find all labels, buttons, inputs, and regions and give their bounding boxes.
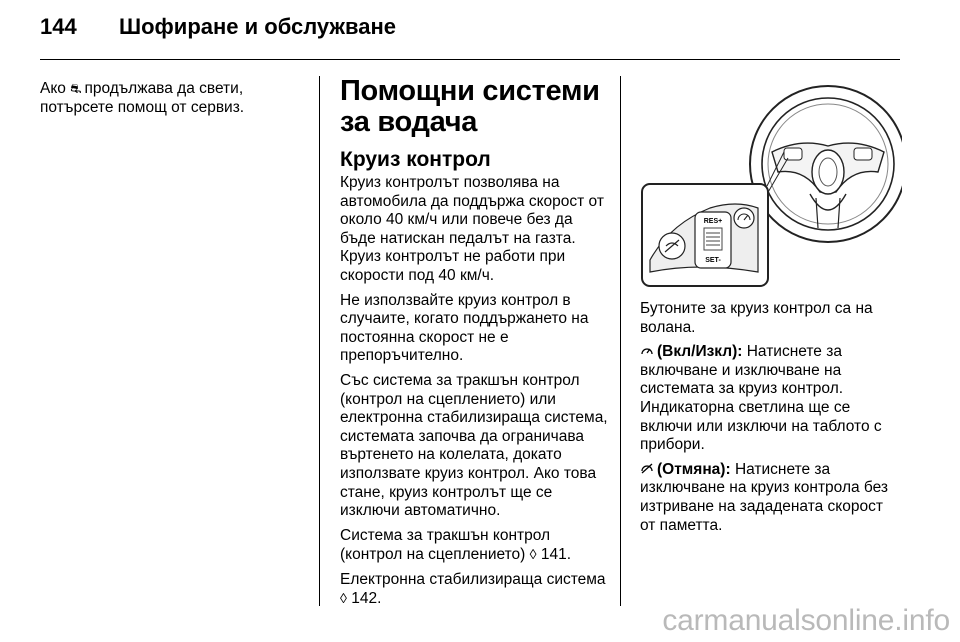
column-divider-2: [620, 76, 621, 606]
on-off-description: (Вкл/Изкл): Натиснете за включване и изключване на системата за круиз контрол. Индикаторна светлина ще се включи или изключи на таблото с прибори.: [640, 343, 882, 454]
steering-wheel-illustration: [640, 76, 902, 294]
paragraph-ref-stability: Електронна стабилизираща система ◊ 142.: [340, 570, 606, 608]
column-2: [340, 76, 612, 615]
figure-caption: Бутоните за круиз контрол са на волана.: [640, 300, 873, 336]
watermark: carmanualsonline.info: [662, 604, 950, 637]
set-label: SET-: [705, 257, 721, 264]
page-ref-link[interactable]: 141.: [540, 546, 572, 564]
cruise-on-off-icon: [640, 343, 654, 362]
cruise-buttons-inset: [642, 184, 768, 286]
cruise-cancel-icon: [640, 461, 654, 480]
steering-wheel: [750, 86, 902, 242]
chapter-title: Шофиране и обслужване: [119, 14, 397, 39]
paragraph-warning: Не използвайте круиз контрол в случаите, когато поддържането на постоянна скорост не е препоръчително.: [340, 291, 589, 365]
on-off-button[interactable]: [734, 208, 754, 228]
page-ref-icon: ◊: [340, 590, 347, 607]
subsection-heading: Круиз контрол: [340, 148, 491, 171]
page-ref-link[interactable]: 142.: [351, 590, 382, 608]
column-3: [640, 300, 902, 541]
warning-lamp-icon: ⛐: [70, 81, 82, 96]
col1-text: Ако ⛐ продължава да свети, потърсете помощ от сервиз.: [40, 80, 245, 116]
paragraph-ref-traction: Система за тракшън контрол (контрол на сцеплението) ◊ 141.: [340, 526, 572, 564]
section-heading: Помощни системи за водача: [340, 75, 600, 138]
page-ref-icon: ◊: [529, 546, 537, 563]
steering-wheel-figure: [640, 76, 902, 294]
column-1: [40, 80, 310, 123]
column-divider-1: [319, 76, 320, 606]
paragraph-intro: Круиз контролът позволява на автомобила да поддържа скорост от около 40 км/ч или повече без да бъде натискан педалът на газта. Круиз контролът не работи при скорости под 40 км/ч.: [340, 174, 604, 284]
cancel-description: (Отмяна): Натиснете за изключване на круиз контрола без изтриване на зададената скорост от паметта.: [640, 460, 889, 534]
paragraph-traction: Със система за тракшън контрол (контрол на сцеплението) или електронна стабилизираща система, системата започва да ограничава въртенето на колелата, докато използвате круиз контрол. Ако това стане, круиз контролът ще се изключи автоматично.: [340, 371, 608, 520]
page-number: 144: [40, 14, 77, 39]
res-label: RES+: [703, 218, 723, 225]
header-divider: [40, 59, 900, 60]
